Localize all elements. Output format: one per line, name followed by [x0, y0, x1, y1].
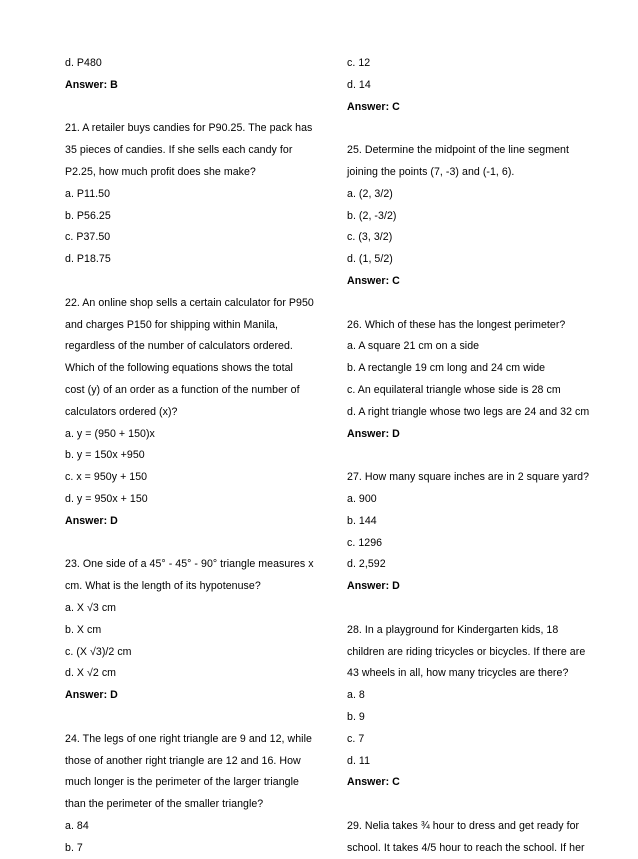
- blank-line: [347, 445, 597, 467]
- text-line: b. (2, -3/2): [347, 209, 397, 222]
- blank-line: [347, 794, 597, 816]
- text-line: d. y = 950x + 150: [65, 492, 148, 505]
- answer-line: Answer: D: [347, 580, 400, 593]
- text-line: than the perimeter of the smaller triangle?: [65, 798, 264, 811]
- text-line: Which of the following equations shows the total: [65, 362, 293, 375]
- text-line: b. y = 150x +950: [65, 449, 145, 462]
- text-line: those of another right triangle are 12 and 16. How: [65, 754, 301, 767]
- text-line: b. 7: [65, 841, 83, 854]
- text-line: 27. How many square inches are in 2 square yard?: [347, 471, 590, 484]
- text-line: 23. One side of a 45° - 45° - 90° triangle measures x: [65, 558, 314, 571]
- text-line: c. (X √3)/2 cm: [65, 645, 132, 658]
- text-line: c. 12: [347, 57, 371, 69]
- text-line: 24. The legs of one right triangle are 9 and 12, while: [65, 732, 312, 745]
- answer-line: Answer: C: [347, 776, 400, 789]
- text-line: c. 7: [347, 732, 365, 745]
- text-line: 22. An online shop sells a certain calculator for P950: [65, 296, 314, 309]
- text-line: 35 pieces of candies. If she sells each candy for: [65, 144, 293, 157]
- text-line: b. X cm: [65, 623, 102, 636]
- text-line: d. 2,592: [347, 558, 386, 571]
- blank-line: [347, 598, 597, 620]
- blank-line: [65, 97, 320, 119]
- text-line: joining the points (7, -3) and (-1, 6).: [347, 165, 515, 178]
- blank-line: [65, 707, 320, 729]
- text-line: d. A right triangle whose two legs are 24 and 32 cm: [347, 405, 590, 418]
- left-column: [65, 53, 320, 859]
- text-line: b. 9: [347, 710, 365, 723]
- blank-line: [347, 118, 597, 140]
- text-line: P2.25, how much profit does she make?: [65, 165, 256, 178]
- text-line: 28. In a playground for Kindergarten kids, 18: [347, 623, 559, 636]
- right-column: [347, 53, 597, 859]
- text-line: d. P480: [65, 57, 102, 69]
- text-line: b. A rectangle 19 cm long and 24 cm wide: [347, 362, 546, 375]
- answer-line: Answer: D: [347, 427, 400, 440]
- text-line: d. X √2 cm: [65, 667, 117, 680]
- text-line: d. 14: [347, 78, 371, 91]
- blank-line: [65, 271, 320, 293]
- text-line: c. x = 950y + 150: [65, 471, 148, 484]
- text-line: regardless of the number of calculators ordered.: [65, 340, 293, 353]
- text-line: much longer is the perimeter of the larger triangle: [65, 776, 299, 789]
- text-line: a. 8: [347, 689, 365, 702]
- text-line: c. (3, 3/2): [347, 231, 393, 244]
- text-line: c. An equilateral triangle whose side is 28 cm: [347, 383, 561, 396]
- text-line: a. A square 21 cm on a side: [347, 340, 480, 353]
- text-line: d. (1, 5/2): [347, 253, 393, 266]
- text-line: 29. Nelia takes ¾ hour to dress and get ready for: [347, 819, 580, 832]
- answer-line: Answer: C: [347, 100, 400, 113]
- text-line: 21. A retailer buys candies for P90.25. The pack has: [65, 122, 313, 135]
- text-line: cost (y) of an order as a function of the number of: [65, 383, 300, 396]
- text-line: a. P11.50: [65, 187, 111, 200]
- text-line: a. 900: [347, 492, 377, 505]
- text-line: d. P18.75: [65, 253, 111, 266]
- text-line: school. It takes 4/5 hour to reach the school. If her: [347, 841, 585, 854]
- text-line: calculators ordered (x)?: [65, 405, 178, 418]
- text-line: b. P56.25: [65, 209, 111, 222]
- text-line: a. X √3 cm: [65, 601, 117, 614]
- text-line: a. 84: [65, 819, 89, 832]
- text-line: d. 11: [347, 754, 371, 767]
- text-line: c. 1296: [347, 536, 383, 549]
- text-line: 26. Which of these has the longest perimeter?: [347, 318, 566, 331]
- text-line: children are riding tricycles or bicycles. If there are: [347, 645, 586, 658]
- text-line: 43 wheels in all, how many tricycles are there?: [347, 667, 569, 680]
- blank-line: [347, 293, 597, 315]
- text-line: a. y = (950 + 150)x: [65, 427, 155, 440]
- blank-line: [65, 533, 320, 555]
- text-line: and charges P150 for shipping within Manila,: [65, 318, 279, 331]
- answer-line: Answer: C: [347, 274, 400, 287]
- text-line: b. 144: [347, 514, 377, 527]
- answer-line: Answer: D: [65, 514, 118, 527]
- text-line: c. P37.50: [65, 231, 111, 244]
- answer-line: Answer: D: [65, 689, 118, 702]
- answer-line: Answer: B: [65, 78, 118, 91]
- text-line: a. (2, 3/2): [347, 187, 393, 200]
- text-line: cm. What is the length of its hypotenuse?: [65, 580, 261, 593]
- text-line: 25. Determine the midpoint of the line segment: [347, 144, 569, 157]
